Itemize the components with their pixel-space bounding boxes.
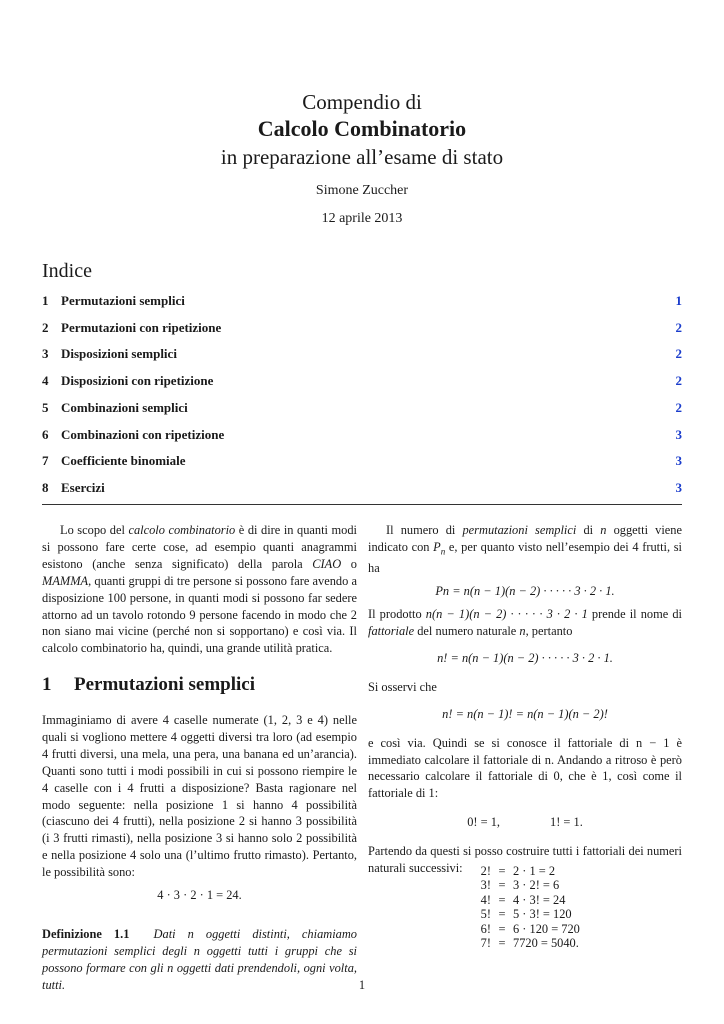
toc-entry-number: 5	[42, 399, 49, 415]
equation-factorial	[368, 650, 682, 667]
page-number: 1	[358, 978, 366, 992]
toc-entry-number: 4	[42, 373, 49, 389]
toc-entry-title[interactable]: Disposizioni semplici	[61, 346, 177, 362]
right-column	[368, 522, 682, 877]
toc-entry[interactable]	[42, 480, 682, 498]
factorial-lhs: 6!	[480, 921, 491, 936]
toc-entry-page[interactable]: 2	[675, 399, 682, 415]
equation-pn	[368, 583, 682, 600]
definition-label: Definizione 1.1	[42, 926, 130, 941]
date: 12 aprile 2013	[321, 211, 403, 226]
section-number: 1	[42, 674, 52, 695]
section-title: Permutazioni semplici	[74, 674, 255, 695]
toc-entry-title[interactable]: Disposizioni con ripetizione	[61, 373, 214, 389]
intro-emphasis: CIAO	[312, 556, 342, 571]
right-paragraph-4: e così via. Quindi se si conosce il fattoriale di n − 1 è immediato calcolare il fattoriale di n. Andando a ritroso è però necessario calcolare il fattoriale di 0, che è 1, così come il fattoriale di 1:	[368, 735, 682, 801]
text: prende il nome di	[587, 607, 682, 622]
text: Il numero di	[386, 523, 463, 537]
title-line-3: in preparazione all’esame di stato	[220, 145, 504, 169]
toc-entry-title[interactable]: Permutazioni semplici	[61, 293, 185, 308]
emphasis: permutazioni semplici	[462, 523, 577, 537]
equals-sign: =	[498, 907, 506, 922]
equals-sign: =	[498, 864, 506, 878]
equals-sign: =	[498, 878, 506, 893]
title-line-1: Compendio di	[302, 90, 422, 114]
toc-entry[interactable]	[42, 320, 682, 338]
factorial-lhs: 5!	[480, 907, 491, 922]
left-column	[42, 522, 357, 657]
factorial-table	[467, 864, 580, 950]
right-paragraph-5: Partendo da questi si posso costruire tutti i fattoriali dei numeri naturali successivi:	[368, 844, 682, 876]
equation-base-cases	[368, 814, 682, 831]
toc-entry[interactable]	[42, 293, 682, 311]
equation-text: Pn = n(n − 1)(n − 2) · · · · · 3 · 2 · 1.	[435, 584, 615, 599]
toc-entry-number: 3	[42, 346, 49, 362]
factorial-rhs: 3 · 2! = 6	[513, 878, 560, 893]
factorial-lhs: 4!	[480, 892, 491, 907]
toc-entry-number: 1	[42, 293, 49, 308]
definition-text: Dati n oggetti distinti, chiamiamo permutazioni semplici degli n oggetti tutti i gruppi che si possono formare con gli n oggetti dati prendendoli, ogni volta, tutti.	[42, 926, 357, 992]
toc-entry-page[interactable]: 3	[675, 453, 682, 469]
equals-sign: =	[498, 936, 506, 951]
text: di	[576, 523, 601, 537]
intro-emphasis: calcolo combinatorio	[128, 523, 236, 537]
equals-sign: =	[498, 921, 506, 936]
math-n: n	[600, 523, 607, 537]
section-1-paragraph: Immaginiamo di avere 4 caselle numerate (1, 2, 3 e 4) nelle quali si vogliono mettere 4 oggetti diversi tra loro (ad esempio 4 frutti diversi, una mela, una pera, una banana ed un’arancia). Quanti sono tutti i modi possibili in cui si possono riempire le 4 caselle con i 4 frutti a disposizione? Basta ragionare nel modo seguente: nella posizione 1 si hanno 4 possibilità (ciascuno dei 4 frutti), nella posizione 2 si hanno 3 possibilità (i 3 frutti rimasti), nella posizione 3 si hanno solo 2 possibilità e nella posizione 4 solo una (l’ultimo frutto rimasto). Pertanto, le possibilità sono:	[42, 713, 357, 880]
factorial-row	[467, 864, 580, 878]
factorial-row	[467, 936, 580, 950]
toc-entry-page[interactable]: 1	[675, 293, 682, 308]
toc-entry[interactable]	[42, 400, 682, 418]
intro-emphasis: MAMMA	[42, 573, 89, 588]
divider	[42, 504, 682, 505]
intro-text: , quanti gruppi di tre persone si possono fare avendo a disposizione 100 persone, in quanti modi si possono far sedere attorno ad un tavolo rotondo 9 persone facendo in modo che 2 non siano mai vicine (perché non si sopportano) e così via. Il calcolo combinatorio ha, quindi, una grande utilità pratica.	[42, 573, 357, 656]
toc-entry-number: 8	[42, 479, 49, 495]
toc-entry-page[interactable]: 2	[675, 373, 682, 389]
equation-recursive	[368, 706, 682, 723]
right-paragraph-3: Si osservi che	[368, 679, 437, 694]
toc-entry-title[interactable]: Permutazioni con ripetizione	[61, 319, 222, 335]
text: , pertanto	[525, 624, 573, 638]
right-paragraph-1	[368, 522, 682, 577]
toc-entry[interactable]	[42, 346, 682, 364]
factorial-lhs: 7!	[480, 936, 491, 951]
math: n(n − 1)(n − 2) · · · · · 3 · 2 · 1	[425, 607, 588, 622]
toc-entry-title[interactable]: Combinazioni con ripetizione	[61, 426, 225, 442]
intro-text: Lo scopo del	[60, 523, 129, 537]
equals-sign: =	[498, 892, 506, 907]
equation-text: n! = n(n − 1)! = n(n − 1)(n − 2)!	[442, 706, 608, 721]
factorial-rhs: 7720 = 5040.	[513, 936, 579, 951]
section-1-body	[42, 712, 357, 994]
equation-text: n! = n(n − 1)(n − 2) · · · · · 3 · 2 · 1.	[437, 650, 613, 665]
toc-entry-title[interactable]: Esercizi	[61, 479, 105, 495]
toc-entry-number: 6	[42, 426, 49, 442]
toc-entry[interactable]	[42, 453, 682, 471]
text: del numero naturale	[414, 624, 520, 638]
toc-entry-number: 7	[42, 453, 49, 469]
toc-entry-page[interactable]: 2	[675, 319, 682, 335]
text: oggetti viene indicato con	[368, 523, 682, 554]
section-1-equation	[42, 887, 357, 904]
text: Il prodotto	[368, 607, 426, 622]
toc-entry-page[interactable]: 2	[675, 346, 682, 362]
math-n: n	[519, 624, 526, 638]
toc-entry-title[interactable]: Combinazioni semplici	[61, 399, 188, 415]
right-paragraph-2	[368, 606, 682, 640]
math-pn: $P_n$	[433, 539, 446, 557]
text: e, per quanto visto nell’esempio dei 4 frutti, si ha	[368, 539, 682, 576]
factorial-row	[467, 922, 580, 936]
factorial-row	[467, 907, 580, 921]
intro-text: è di dire in quanti modi si possono fare certe cose, ad esempio quanti anagrammi esistono (anche senza significato) della parola	[42, 523, 357, 571]
factorial-rhs: 4 · 3! = 24	[513, 892, 566, 907]
toc-heading: Indice	[42, 260, 92, 282]
author: Simone Zuccher	[315, 183, 409, 198]
intro-text: o	[341, 556, 358, 571]
equation-text: 1! = 1.	[550, 815, 583, 830]
toc-entry[interactable]	[42, 427, 682, 445]
title-line-2: Calcolo Combinatorio	[257, 116, 467, 141]
factorial-lhs: 3!	[480, 878, 491, 893]
toc-entry[interactable]	[42, 373, 682, 391]
factorial-row	[467, 893, 580, 907]
emphasis: fattoriale	[368, 624, 415, 638]
toc-entry-page[interactable]: 3	[675, 426, 682, 442]
intro-paragraph	[42, 522, 357, 657]
factorial-row	[467, 878, 580, 892]
factorial-rhs: 6 · 120 = 720	[513, 921, 580, 936]
toc-entry-number: 2	[42, 319, 49, 335]
toc-entry-title[interactable]: Coefficiente binomiale	[61, 453, 186, 469]
equation-text: 4 · 3 · 2 · 1 = 24.	[157, 888, 242, 903]
equation-text: 0! = 1,	[467, 815, 500, 830]
factorial-rhs: 5 · 3! = 120	[513, 907, 572, 922]
toc-entry-page[interactable]: 3	[675, 479, 682, 495]
factorial-rhs: 2 · 1 = 2	[513, 864, 556, 878]
factorial-lhs: 2!	[480, 864, 491, 878]
section-1-heading	[42, 674, 255, 696]
